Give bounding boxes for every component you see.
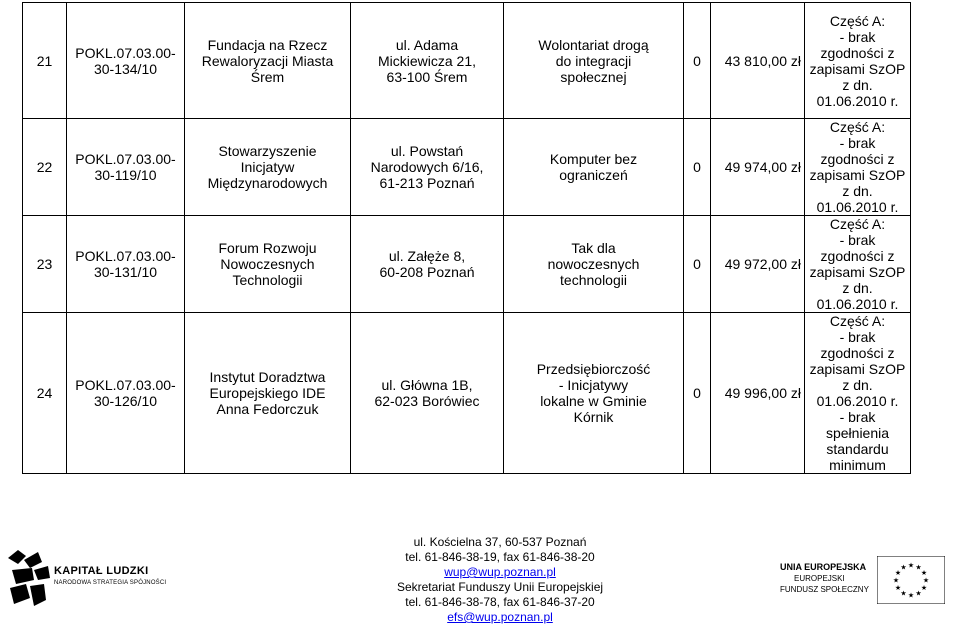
- project-title-line: lokalne w Gminie: [540, 393, 647, 409]
- remarks-line: z dn.: [842, 280, 873, 296]
- remarks-line: zapisami SzOP: [809, 167, 906, 183]
- project-number-line: POKL.07.03.00-: [75, 151, 176, 167]
- applicant-address-line: Narodowych 6/16,: [370, 159, 484, 175]
- kapital-ludzki-subtitle: NARODOWA STRATEGIA SPÓJNOŚCI: [54, 580, 167, 586]
- ue-subtitle-2: FUNDUSZ SPOŁECZNY: [780, 585, 869, 594]
- remarks-line: 01.06.2010 r.: [816, 296, 899, 312]
- footer-contact: [390, 535, 610, 625]
- project-title-line: społecznej: [560, 68, 627, 85]
- project-title-cell: [504, 313, 684, 474]
- amount-cell: 49 996,00 zł: [711, 313, 805, 474]
- footer-address: ul. Kościelna 37, 60-537 Poznań: [413, 535, 587, 549]
- applicant-name-cell: [185, 216, 351, 313]
- applicant-address-cell: [351, 119, 504, 216]
- remarks-cell: [805, 313, 911, 474]
- score-zero-cell: 0: [684, 216, 711, 313]
- project-number-line: 30-119/10: [94, 167, 157, 183]
- applicant-address-line: 61-213 Poznań: [379, 175, 475, 191]
- eu-star: ★: [900, 564, 907, 572]
- remarks-cell: [805, 3, 911, 119]
- remarks-line: zgodności z: [820, 44, 895, 61]
- applicant-address-line: 63-100 Śrem: [386, 68, 468, 85]
- applicant-address-line: ul. Załęże 8,: [388, 248, 466, 264]
- row-number-cell: 21: [23, 3, 67, 119]
- applicant-address-line: ul. Powstań: [390, 143, 464, 159]
- project-title-line: Tak dla: [571, 240, 616, 256]
- remarks-line: Część A:: [829, 313, 886, 329]
- eu-star: ★: [915, 564, 922, 572]
- eu-star: ★: [907, 562, 915, 570]
- remarks-cell: [805, 216, 911, 313]
- remarks-line: Część A:: [829, 216, 886, 232]
- remarks-line: zapisami SzOP: [809, 361, 906, 377]
- eu-star: ★: [915, 590, 922, 598]
- remarks-line: zgodności z: [820, 248, 895, 264]
- applicant-name-line: Instytut Doradztwa: [209, 369, 326, 385]
- amount-cell: 49 974,00 zł: [711, 119, 805, 216]
- remarks-line: 01.06.2010 r.: [816, 92, 899, 109]
- row-number-cell: 24: [23, 313, 67, 474]
- applicant-name-cell: [185, 3, 351, 119]
- eu-star: ★: [894, 585, 902, 592]
- kapital-ludzki-title: KAPITAŁ LUDZKI: [54, 565, 149, 577]
- applicant-name-line: Nowoczesnych: [220, 256, 315, 272]
- applicant-name-line: Stowarzyszenie: [218, 143, 317, 159]
- project-number-line: POKL.07.03.00-: [75, 248, 176, 264]
- remarks-line: - brak: [839, 135, 876, 151]
- amount-cell: 43 810,00 zł: [711, 3, 805, 119]
- table-row: [23, 3, 911, 119]
- eu-star: ★: [907, 592, 915, 600]
- applicant-name-line: Technologii: [232, 272, 303, 288]
- footer-phone: tel. 61-846-38-19, fax 61-846-38-20: [405, 550, 595, 564]
- project-title-line: Wolontariat drogą: [538, 36, 649, 53]
- ue-subtitle-1: EUROPEJSKI: [794, 574, 845, 583]
- remarks-line: z dn.: [842, 377, 873, 393]
- project-number-line: POKL.07.03.00-: [75, 377, 176, 393]
- eu-star: ★: [894, 570, 902, 577]
- project-title-line: nowoczesnych: [547, 256, 640, 272]
- project-number-line: 30-131/10: [93, 264, 158, 280]
- remarks-line: z dn.: [842, 183, 873, 199]
- remarks-line: zapisami SzOP: [809, 60, 906, 77]
- project-title-cell: [504, 119, 684, 216]
- applicant-name-line: Międzynarodowych: [207, 175, 328, 191]
- applicant-name-line: Forum Rozwoju: [218, 240, 317, 256]
- table-row: [23, 216, 911, 313]
- remarks-cell: [805, 119, 911, 216]
- table-row: [23, 313, 911, 474]
- projects-table: [22, 2, 911, 474]
- remarks-line: - brak: [839, 28, 876, 45]
- applicant-name-line: Anna Fedorczuk: [216, 401, 319, 417]
- score-zero-cell: 0: [684, 3, 711, 119]
- project-title-line: - Inicjatywy: [558, 377, 629, 393]
- project-title-cell: [504, 3, 684, 119]
- remarks-line: - brak: [839, 329, 876, 345]
- project-title-line: do integracji: [555, 52, 632, 69]
- applicant-address-cell: [351, 216, 504, 313]
- footer-department-phone: tel. 61-846-38-78, fax 61-846-37-20: [405, 595, 595, 609]
- remarks-line: zapisami SzOP: [809, 264, 906, 280]
- remarks-line: minimum: [829, 457, 886, 473]
- applicant-name-line: Europejskiego IDE: [209, 385, 326, 401]
- applicant-address-line: ul. Adama: [395, 36, 459, 53]
- applicant-name-cell: [185, 119, 351, 216]
- applicant-address-line: 62-023 Borówiec: [374, 393, 480, 409]
- remarks-line: - brak: [839, 409, 876, 425]
- kapital-ludzki-logo: [4, 548, 167, 618]
- project-number-cell: [67, 216, 185, 313]
- applicant-address-line: 60-208 Poznań: [379, 264, 475, 280]
- applicant-name-cell: [185, 313, 351, 474]
- project-title-cell: [504, 216, 684, 313]
- applicant-name-line: Inicjatyw: [240, 159, 295, 175]
- footer-email-efs[interactable]: efs@wup.poznan.pl: [447, 610, 553, 624]
- unia-europejska-logo: [780, 556, 956, 616]
- project-number-line: 30-134/10: [93, 60, 158, 77]
- row-number-cell: 22: [23, 119, 67, 216]
- footer-department: Sekretariat Funduszy Unii Europejskiej: [396, 580, 604, 594]
- remarks-line: spełnienia: [825, 425, 890, 441]
- applicant-name-line: Rewaloryzacji Miasta: [201, 52, 334, 69]
- footer-email-wup[interactable]: wup@wup.poznan.pl: [444, 565, 556, 579]
- project-title-line: ograniczeń: [559, 167, 628, 183]
- remarks-line: Część A:: [829, 119, 886, 135]
- eu-star: ★: [892, 577, 900, 585]
- remarks-line: standardu: [826, 441, 889, 457]
- score-zero-cell: 0: [684, 119, 711, 216]
- applicant-address-line: ul. Główna 1B,: [381, 377, 473, 393]
- eu-star: ★: [900, 590, 907, 598]
- project-number-line: POKL.07.03.00-: [75, 44, 176, 61]
- remarks-line: zgodności z: [820, 345, 895, 361]
- eu-star: ★: [920, 570, 928, 577]
- project-number-cell: [67, 313, 185, 474]
- project-number-line: 30-126/10: [93, 393, 158, 409]
- applicant-address-cell: [351, 3, 504, 119]
- project-number-cell: [67, 119, 185, 216]
- remarks-line: z dn.: [842, 76, 873, 93]
- remarks-line: Część A:: [829, 12, 886, 29]
- row-number-cell: 23: [23, 216, 67, 313]
- applicant-name-line: Fundacja na Rzecz: [207, 36, 328, 53]
- project-title-line: Przedsiębiorczość: [536, 361, 651, 377]
- remarks-line: 01.06.2010 r.: [816, 199, 899, 215]
- applicant-name-line: Śrem: [250, 68, 285, 85]
- ue-title: UNIA EUROPEJSKA: [780, 562, 867, 572]
- eu-star: ★: [920, 585, 928, 592]
- score-zero-cell: 0: [684, 313, 711, 474]
- remarks-line: - brak: [839, 232, 876, 248]
- table-row: [23, 119, 911, 216]
- eu-star: ★: [922, 577, 930, 585]
- amount-cell: 49 972,00 zł: [711, 216, 805, 313]
- remarks-line: zgodności z: [820, 151, 895, 167]
- project-title-line: Kórnik: [573, 409, 614, 425]
- project-number-cell: [67, 3, 185, 119]
- project-title-line: Komputer bez: [549, 151, 638, 167]
- applicant-address-cell: [351, 313, 504, 474]
- kapital-ludzki-figure-icon: [4, 548, 52, 612]
- eu-flag-icon: [877, 556, 945, 604]
- remarks-line: 01.06.2010 r.: [816, 393, 899, 409]
- project-title-line: technologii: [560, 272, 627, 288]
- applicant-address-line: Mickiewicza 21,: [377, 52, 477, 69]
